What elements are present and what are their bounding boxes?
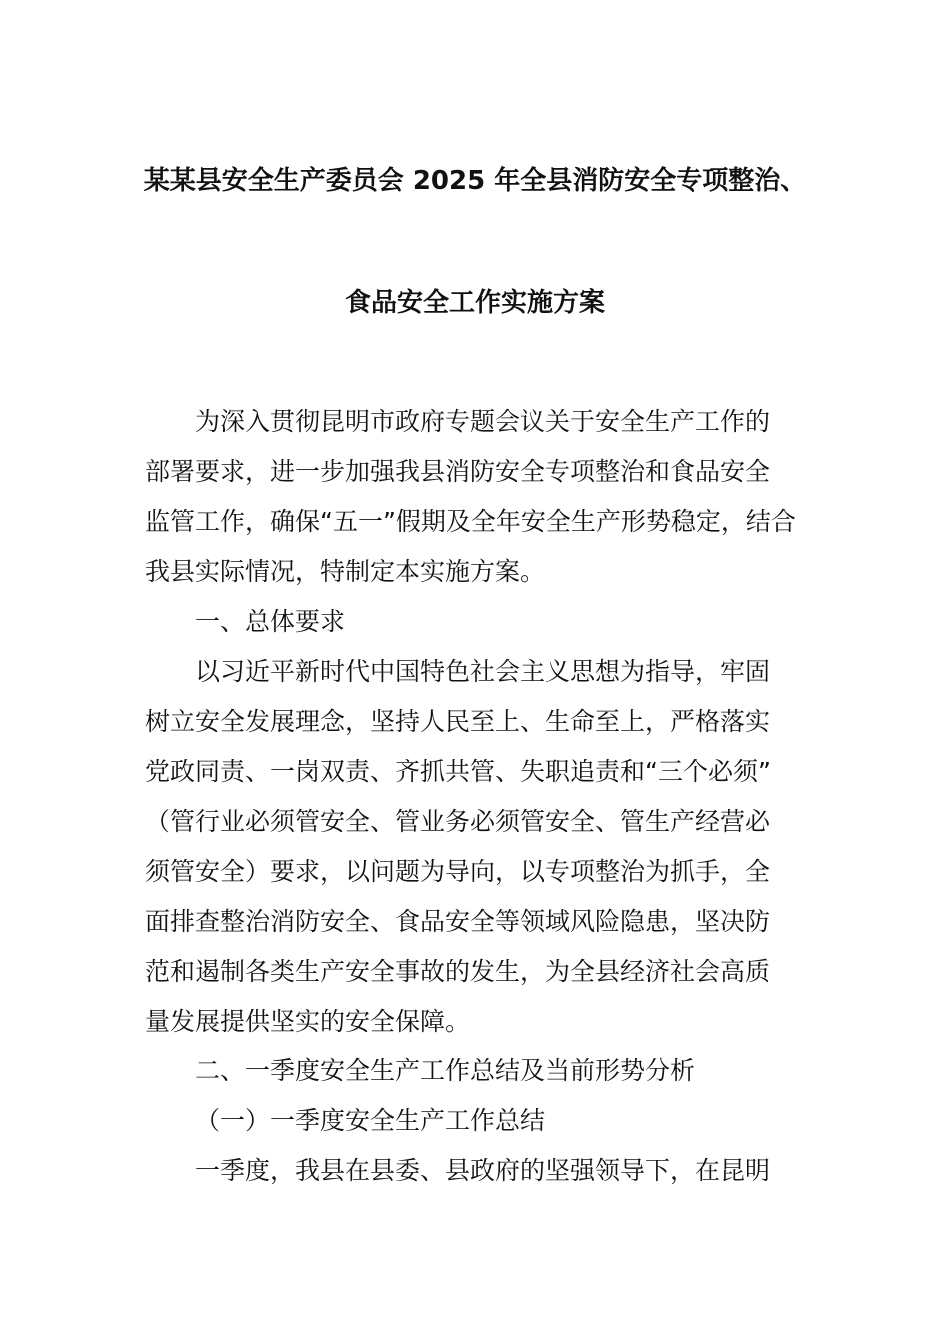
section-2-heading-block: [145, 1046, 810, 1096]
document-title-line-2: 食品安全工作实施方案: [344, 288, 605, 318]
subsection-1-heading-block: [145, 1096, 810, 1146]
section-2-line: 一季度，我县在县委、县政府的坚强领导下，在昆明: [195, 1156, 771, 1185]
section-1-line: 以习近平新时代中国特色社会主义思想为指导，牢固: [195, 657, 771, 686]
section-1-heading-block: [145, 597, 810, 647]
section-1-line: 面排查整治消防安全、食品安全等领域风险隐患，坚决防: [145, 907, 771, 936]
section-1-line: 量发展提供坚实的安全保障。: [145, 1007, 471, 1036]
section-1-paragraph: [145, 647, 810, 1047]
section-1-line: 范和遏制各类生产安全事故的发生，为全县经济社会高质: [145, 957, 771, 986]
intro-line: 我县实际情况，特制定本实施方案。: [145, 557, 546, 586]
document-title-line-1: 某某县安全生产委员会 2025 年全县消防安全专项整治、: [143, 166, 807, 196]
section-1-line: 须管安全）要求，以问题为导向，以专项整治为抓手，全: [145, 857, 771, 886]
section-1-line: 树立安全发展理念，坚持人民至上、生命至上，严格落实: [145, 707, 771, 736]
section-1-line: （管行业必须管安全、管业务必须管安全、管生产经营必: [145, 807, 771, 836]
subsection-1-heading: （一）一季度安全生产工作总结: [195, 1106, 546, 1135]
intro-line: 为深入贯彻昆明市政府专题会议关于安全生产工作的: [195, 407, 771, 436]
intro-line: 监管工作，确保“五一”假期及全年安全生产形势稳定，结合: [145, 507, 796, 536]
section-2-heading: 二、一季度安全生产工作总结及当前形势分析: [195, 1056, 696, 1085]
section-1-heading: 一、总体要求: [195, 607, 346, 636]
section-2-paragraph: [145, 1146, 810, 1196]
intro-line: 部署要求，进一步加强我县消防安全专项整治和食品安全: [145, 457, 771, 486]
section-1-line: 党政同责、一岗双责、齐抓共管、失职追责和“三个必须”: [145, 757, 771, 786]
intro-paragraph: [145, 397, 810, 597]
